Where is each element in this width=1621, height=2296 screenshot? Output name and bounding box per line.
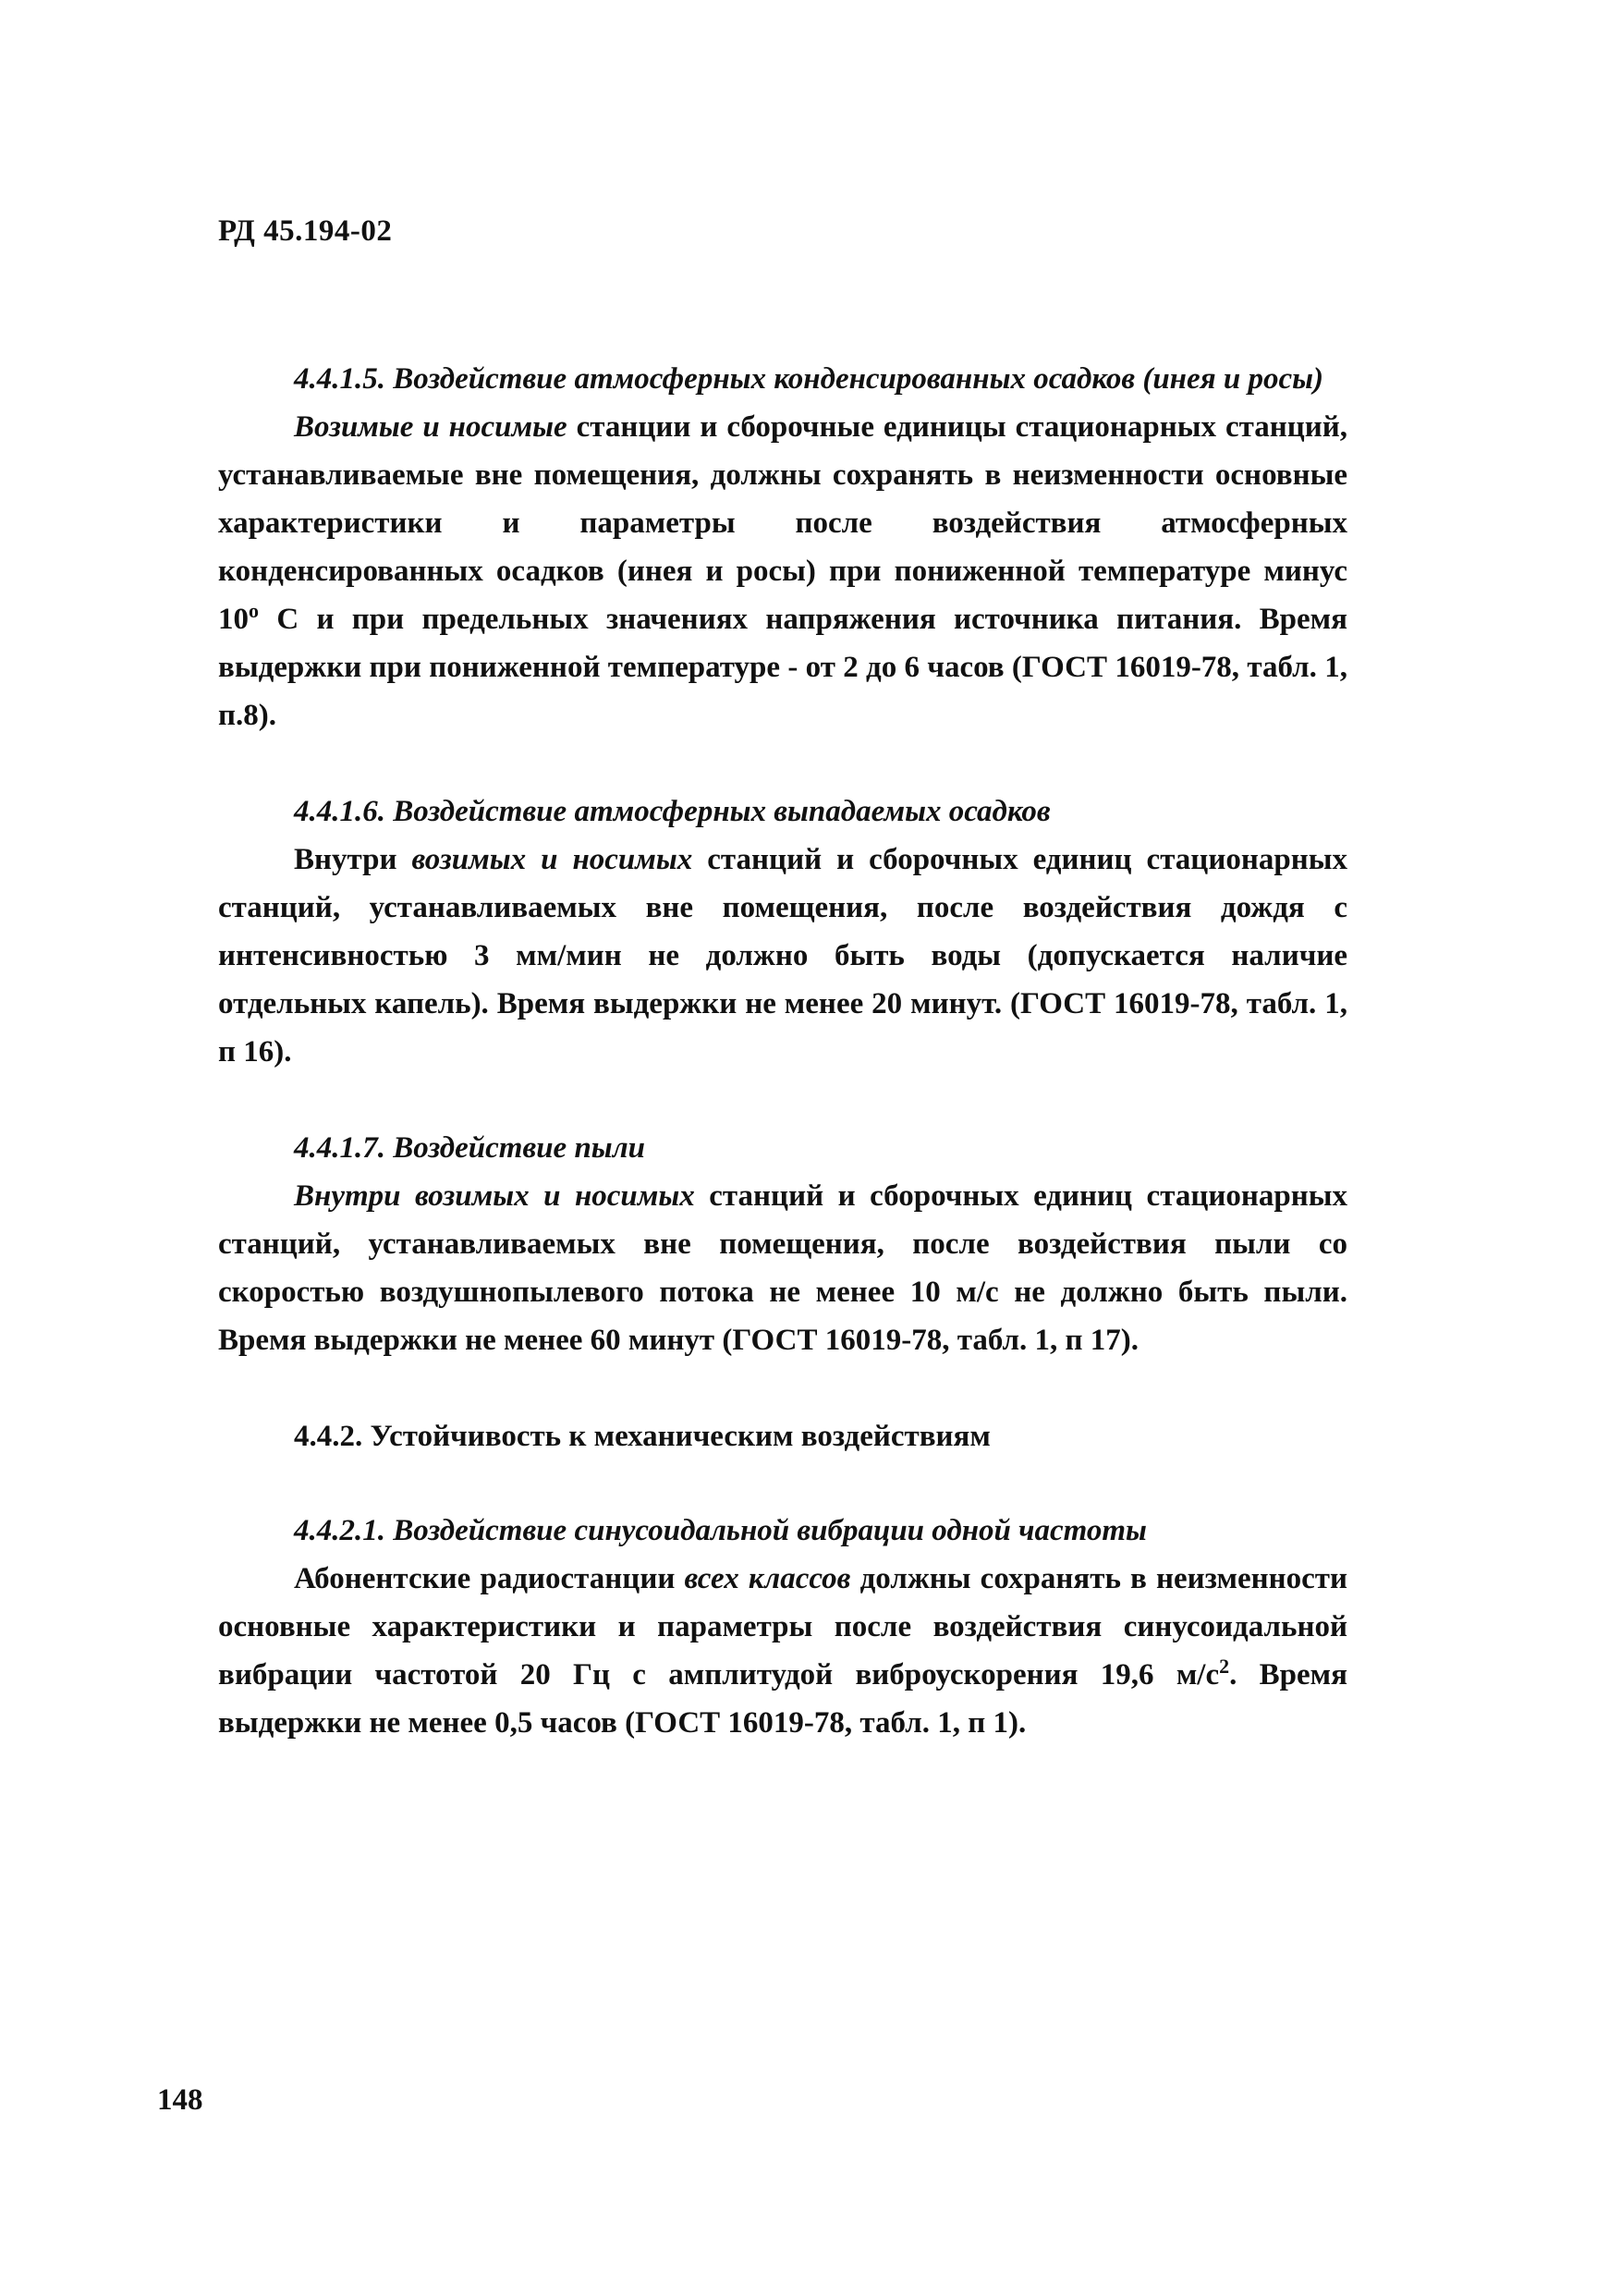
section-paragraph-4415 [218,403,1347,739]
paragraph-text: должны сохранять в неизменности основные характеристики и параметры после воздействия синусоидальной вибрации частотой 20 Гц с амплитудой виброускорения 19,6 м/с [218,1562,1347,1691]
paragraph-text: Абонентские радиостанции [294,1562,685,1595]
section-paragraph-4421 [218,1555,1347,1747]
section-paragraph-4417 [218,1172,1347,1364]
paragraph-text: . Время выдержки не менее 0,5 часов (ГОСТ 16019-78, табл. 1, п 1). [218,1658,1347,1740]
document-body [218,355,1347,1747]
paragraph-text: станций и сборочных единиц стационарных станций, устанавливаемых вне помещения, после воздействия дождя с интенсивностью 3 мм/мин не должно быть воды (допускается наличие отдельных капель). Время выдержки не менее 20 минут. (ГОСТ 16019-78, табл. 1, п 16). [218,843,1347,1069]
paragraph-italic-lead: Внутри возимых и носимых [294,1179,695,1213]
section-heading-4415: 4.4.1.5. Воздействие атмосферных конденсированных осадков (инея и росы) [294,362,1324,396]
section-paragraph-4416 [218,836,1347,1076]
paragraph-text: станции и сборочные единицы стационарных станций, устанавливаемые вне помещения, должны сохранять в неизменности основные характеристики и параметры после воздействия атмосферных конденсированных осадков (инея и росы) при пониженной температуре минус 10 [218,410,1348,636]
section-heading-442: 4.4.2. Устойчивость к механическим воздействиям [294,1420,991,1453]
paragraph-italic-lead: Возимые и носимые [294,410,567,444]
section-heading-4416: 4.4.1.6. Воздействие атмосферных выпадаемых осадков [294,795,1051,828]
degree-sign: o [249,599,259,622]
section-heading-4421: 4.4.2.1. Воздействие синусоидальной вибрации одной частоты [294,1514,1147,1547]
paragraph-text: С и при предельных значениях напряжения источника питания. Время выдержки при пониженной температуре - от 2 до 6 часов (ГОСТ 16019-78, табл. 1, п.8). [218,603,1347,732]
paragraph-italic: возимых и носимых [411,843,693,876]
section-heading-4417: 4.4.1.7. Воздействие пыли [294,1131,645,1165]
paragraph-italic: всех классов [684,1562,851,1595]
paragraph-text: станций и сборочных единиц стационарных станций, устанавливаемых вне помещения, после воздействия пыли со скоростью воздушнопылевого потока не менее 10 м/с не должно быть пыли. Время выдержки не менее 60 минут (ГОСТ 16019-78, табл. 1, п 17). [218,1179,1347,1357]
superscript-two: 2 [1219,1655,1230,1678]
paragraph-text: Внутри [294,843,412,876]
document-code: РД 45.194-02 [218,214,393,248]
page-number: 148 [157,2083,203,2117]
